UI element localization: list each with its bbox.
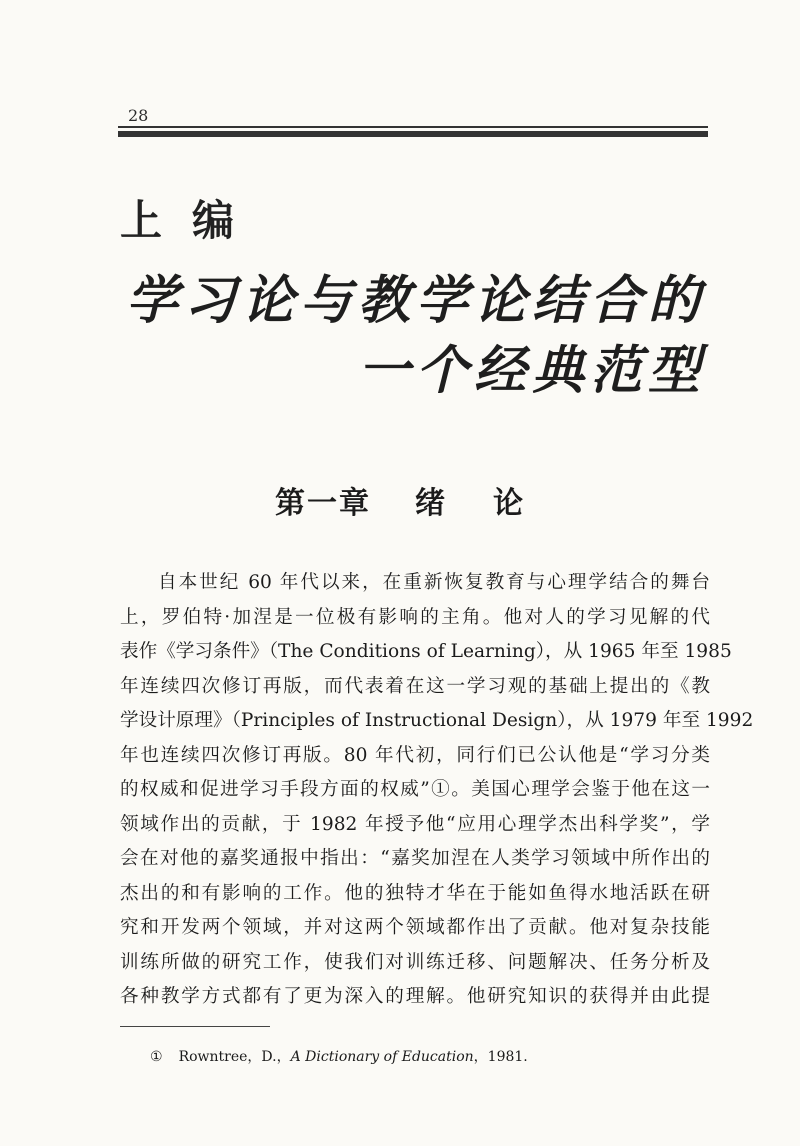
body-line: 会在对他的嘉奖通报中指出：“嘉奖加涅在人类学习领域中所作出的 bbox=[120, 848, 710, 869]
body-line: 年也连续四次修订再版。80 年代初，同行们已公认他是“学习分类 bbox=[120, 744, 710, 766]
body-paragraph bbox=[120, 566, 754, 1015]
main-title-line-2: 一个经典范型 bbox=[357, 340, 706, 401]
body-line: 杰出的和有影响的工作。他的独特才华在于能如鱼得水地活跃在研 bbox=[120, 882, 710, 904]
body-line: 表作《学习条件》（The Conditions of Learning），从 1965 年至 1985 bbox=[120, 641, 732, 662]
body-line: 训练所做的研究工作，使我们对训练迁移、问题解决、任务分析及 bbox=[120, 951, 710, 973]
footnote-title: A Dictionary of Education bbox=[290, 1049, 474, 1065]
chapter-number: 第一章 bbox=[275, 486, 371, 521]
chapter-word-1: 绪 bbox=[415, 486, 447, 521]
footnote bbox=[150, 1046, 528, 1066]
body-line: 的权威和促进学习手段方面的权威”①。美国心理学会鉴于他在这一 bbox=[120, 779, 710, 800]
main-title-line-1: 学习论与教学论结合的 bbox=[125, 270, 706, 331]
body-line: 各种教学方式都有了更为深入的理解。他研究知识的获得并由此提 bbox=[120, 986, 710, 1007]
footnote-year: ，1981. bbox=[473, 1049, 528, 1065]
footnote-mark: ① bbox=[150, 1049, 163, 1065]
body-line: 学设计原理》（Principles of Instructional Design），从 1979 年至 1992 bbox=[120, 710, 754, 731]
chapter-word-2: 论 bbox=[493, 486, 525, 521]
body-line: 年连续四次修订再版，而代表着在这一学习观的基础上提出的《教 bbox=[120, 675, 710, 697]
header-rule-thin bbox=[118, 126, 708, 128]
body-line: 自本世纪 60 年代以来，在重新恢复教育与心理学结合的舞台 bbox=[158, 572, 710, 593]
body-line: 上，罗伯特·加涅是一位极有影响的主角。他对人的学习见解的代 bbox=[120, 606, 710, 628]
page-number: 28 bbox=[128, 106, 149, 125]
body-line: 领域作出的贡献，于 1982 年授予他“应用心理学杰出科学奖”，学 bbox=[120, 813, 710, 835]
body-line: 究和开发两个领域，并对这两个领域都作出了贡献。他对复杂技能 bbox=[120, 917, 710, 938]
footnote-rule bbox=[120, 1026, 270, 1027]
header-rule-thick bbox=[118, 131, 708, 137]
chapter-title bbox=[0, 478, 800, 522]
part-label: 上编 bbox=[120, 196, 265, 245]
footnote-author: Rowntree，D.， bbox=[178, 1049, 291, 1065]
